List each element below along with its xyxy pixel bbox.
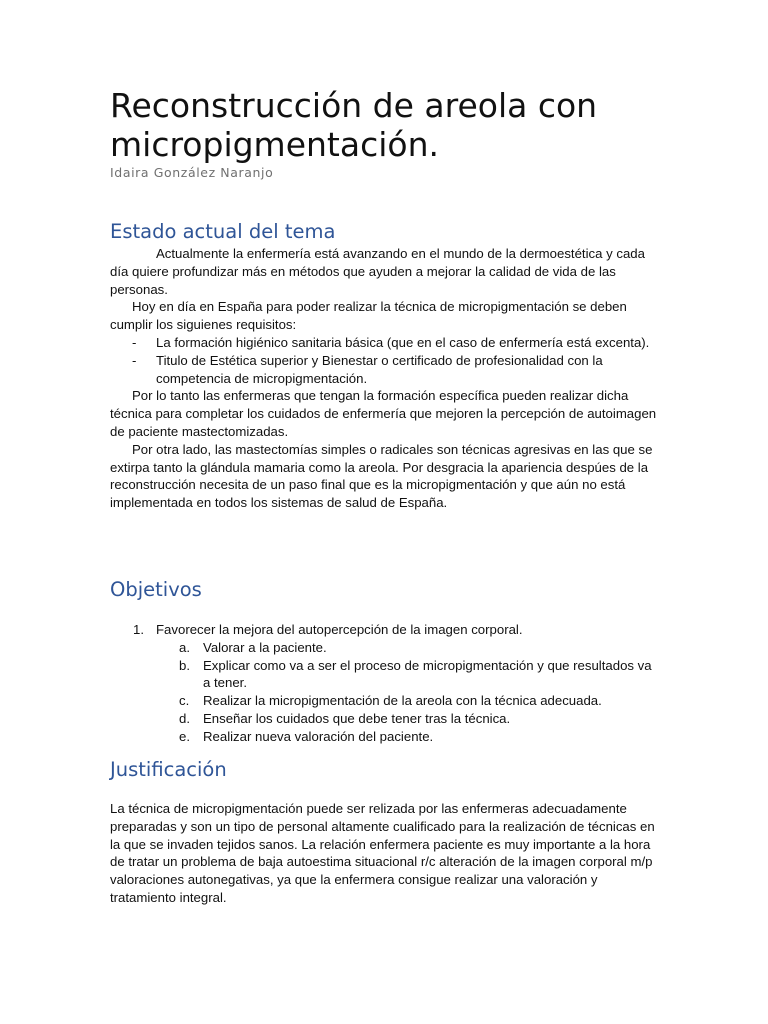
heading-justificacion: Justificación	[110, 758, 227, 781]
list-item	[110, 334, 658, 352]
objective-main-text: Favorecer la mejora del autopercepción de la imagen corporal.	[156, 622, 523, 637]
paragraph-justificacion: La técnica de micropigmentación puede ser relizada por las enfermeras adecuadamente preparadas y son un tipo de personal altamente cualificado para la realización de técnicas en la que se invaden tejidos sanos. La relación enfermera paciente es muy importante a la hora de tratar un problema de baja autoestima situacional r/c alteración de la imagen corporal m/p valoraciones autonegativas, ya que la enfermera consigue realizar una valoración y tratamiento integral.	[110, 801, 655, 905]
list-letter: c.	[179, 693, 190, 709]
paragraph-estado-1: Actualmente la enfermería está avanzando en el mundo de la dermoestética y cada día quiere profundizar más en métodos que ayuden a mejorar la calidad de vida de las personas.	[110, 246, 645, 297]
heading-estado-actual: Estado actual del tema	[110, 220, 336, 243]
list-letter: d.	[179, 710, 190, 726]
objectives-list	[110, 621, 658, 639]
paragraph-estado-2: Hoy en día en España para poder realizar la técnica de micropigmentación se deben cumplir los siguienes requisitos:	[110, 299, 627, 333]
paragraph-estado-4: Por otra lado, las mastectomías simples o radicales son técnicas agresivas en las que se extirpa tanto la glándula mamaria como la areola. Por desgracia la apariencia despúes de la reconstrucción necesita de un paso final que es la micropigmentación y que aún no está implementada en todos los sistemas de salud de España.	[110, 441, 653, 511]
requirement-text: Titulo de Estética superior y Bienestar o certificado de profesionalidad con la competencia de micropigmentación.	[156, 352, 603, 386]
list-letter: e.	[179, 728, 190, 744]
list-item	[110, 639, 658, 657]
list-number: 1.	[133, 622, 144, 637]
heading-objetivos: Objetivos	[110, 578, 202, 601]
paragraph-estado-3: Por lo tanto las enfermeras que tengan la formación específica pueden realizar dicha técnica para completar los cuidados de enfermería que mejoren la percepción de autoimagen de paciente mastectomizadas.	[110, 388, 657, 439]
list-item	[110, 710, 658, 728]
objective-sub-text: Realizar la micropigmentación de la areola con la técnica adecuada.	[203, 693, 602, 709]
document-author: Idaira González Naranjo	[110, 165, 274, 180]
objective-sub-text: Enseñar los cuidados que debe tener tras la técnica.	[203, 710, 511, 726]
document-title: Reconstrucción de areola con micropigmentación.	[110, 86, 598, 164]
section-objetivos	[110, 621, 658, 746]
list-item	[110, 621, 658, 639]
list-item	[110, 657, 658, 693]
objective-sub-text: Valorar a la paciente.	[203, 639, 327, 655]
section-justificacion	[110, 800, 658, 907]
list-letter: b.	[179, 657, 190, 673]
dash-bullet: -	[132, 352, 137, 368]
section-estado-actual	[110, 245, 658, 512]
list-item	[110, 352, 658, 388]
requirements-list	[110, 334, 658, 387]
objective-sub-text: Realizar nueva valoración del paciente.	[203, 728, 434, 744]
list-letter: a.	[179, 639, 190, 655]
objective-sub-text: Explicar como va a ser el proceso de micropigmentación y que resultados va a tener.	[203, 657, 652, 691]
list-item	[110, 728, 658, 746]
list-item	[110, 692, 658, 710]
dash-bullet: -	[132, 334, 137, 350]
objectives-sublist	[110, 639, 658, 746]
requirement-text: La formación higiénico sanitaria básica (que en el caso de enfermería está excenta).	[156, 334, 650, 350]
